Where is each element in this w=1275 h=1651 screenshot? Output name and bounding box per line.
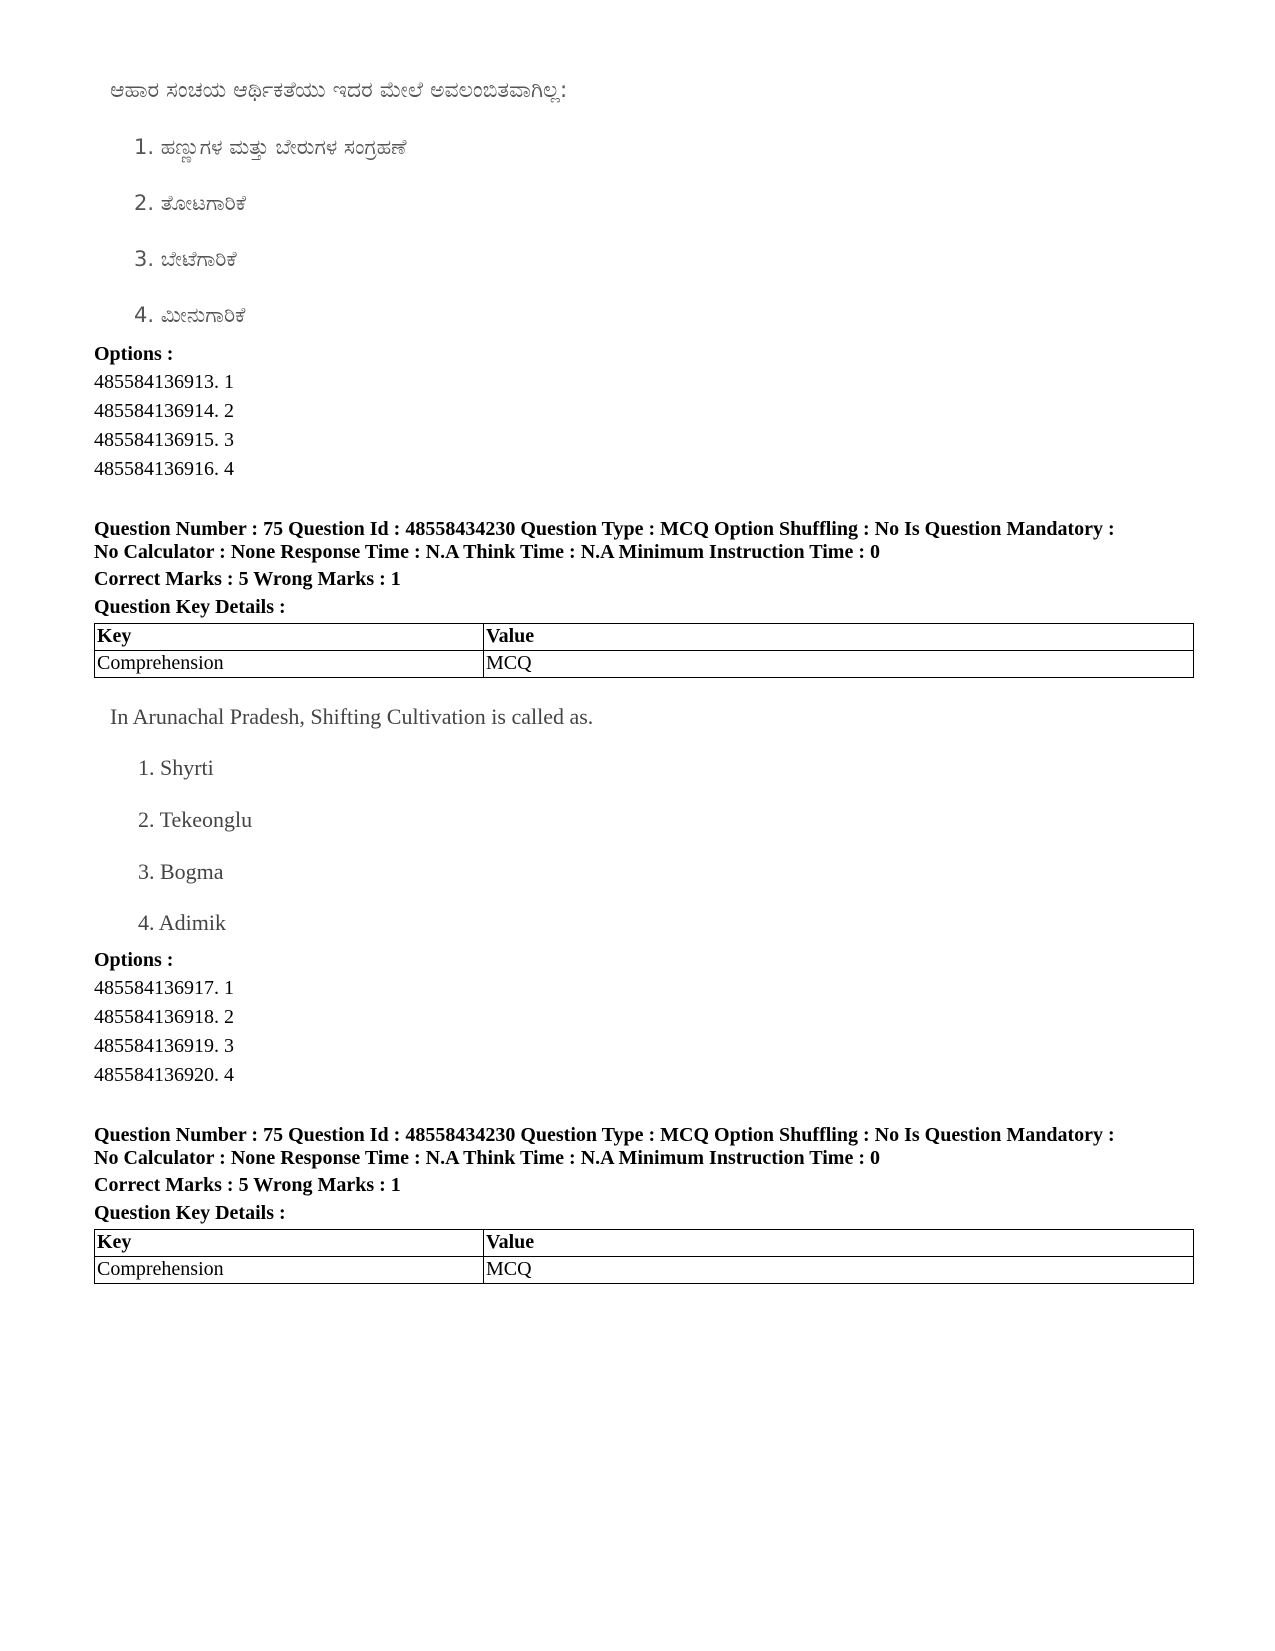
choice-item: 1. Shyrti — [138, 755, 214, 780]
question-1-image — [94, 76, 1194, 327]
key-details-table — [94, 623, 1194, 678]
question-meta-2 — [94, 1124, 1194, 1284]
key-details-label: Question Key Details : — [94, 1202, 286, 1224]
table-row — [95, 1257, 1194, 1284]
choice-item: 1. ಹಣ್ಣುಗಳ ಮತ್ತು ಬೇರುಗಳ ಸಂಗ್ರಹಣೆ — [134, 135, 407, 159]
meta-line-1: Question Number : 75 Question Id : 48558434230 Question Type : MCQ Option Shuffling : No Is Question Mandatory : — [94, 1124, 1115, 1146]
meta-line-2: No Calculator : None Response Time : N.A Think Time : N.A Minimum Instruction Time : 0 — [94, 541, 880, 563]
meta-line-2: No Calculator : None Response Time : N.A Think Time : N.A Minimum Instruction Time : 0 — [94, 1147, 880, 1169]
options-label: Options : — [94, 949, 174, 971]
table-header-cell: Key — [95, 624, 484, 651]
table-header-cell: Value — [484, 1230, 1194, 1257]
option-line: 485584136913. 1 — [94, 371, 234, 393]
option-line: 485584136919. 3 — [94, 1035, 234, 1057]
table-cell: MCQ — [484, 651, 1194, 678]
question-1-stem: ಆಹಾರ ಸಂಚಯ ಆರ್ಥಿಕತೆಯು ಇದರ ಮೇಲೆ ಅವಲಂಬಿತವಾಗಿಲ್ಲ: — [110, 78, 568, 103]
key-details-label: Question Key Details : — [94, 596, 286, 618]
choice-item: 3. ಬೇಟೆಗಾರಿಕೆ — [134, 247, 237, 271]
question-1-options — [94, 342, 1194, 484]
option-line: 485584136916. 4 — [94, 458, 234, 480]
marks-line: Correct Marks : 5 Wrong Marks : 1 — [94, 1174, 401, 1196]
table-row — [95, 651, 1194, 678]
option-line: 485584136914. 2 — [94, 400, 234, 422]
option-line: 485584136915. 3 — [94, 429, 234, 451]
question-meta-1 — [94, 518, 1194, 678]
choice-item: 4. Adimik — [138, 910, 227, 935]
question-2-options — [94, 948, 1194, 1090]
options-label: Options : — [94, 343, 174, 365]
table-cell: Comprehension — [95, 1257, 484, 1284]
option-line: 485584136920. 4 — [94, 1064, 234, 1086]
table-header-row — [95, 624, 1194, 651]
choice-item: 2. ತೋಟಗಾರಿಕೆ — [134, 191, 246, 215]
question-2-image — [94, 702, 1194, 935]
table-header-row — [95, 1230, 1194, 1257]
meta-line-1: Question Number : 75 Question Id : 48558434230 Question Type : MCQ Option Shuffling : No Is Question Mandatory : — [94, 518, 1115, 540]
choice-item: 3. Bogma — [138, 859, 224, 884]
option-line: 485584136918. 2 — [94, 1006, 234, 1028]
table-header-cell: Value — [484, 624, 1194, 651]
choice-item: 4. ಮೀನುಗಾರಿಕೆ — [134, 303, 246, 327]
marks-line: Correct Marks : 5 Wrong Marks : 1 — [94, 568, 401, 590]
key-details-table — [94, 1229, 1194, 1284]
table-cell: Comprehension — [95, 651, 484, 678]
table-header-cell: Key — [95, 1230, 484, 1257]
table-cell: MCQ — [484, 1257, 1194, 1284]
question-2-stem: In Arunachal Pradesh, Shifting Cultivation is called as. — [110, 704, 594, 729]
option-line: 485584136917. 1 — [94, 977, 234, 999]
choice-item: 2. Tekeonglu — [138, 807, 253, 832]
